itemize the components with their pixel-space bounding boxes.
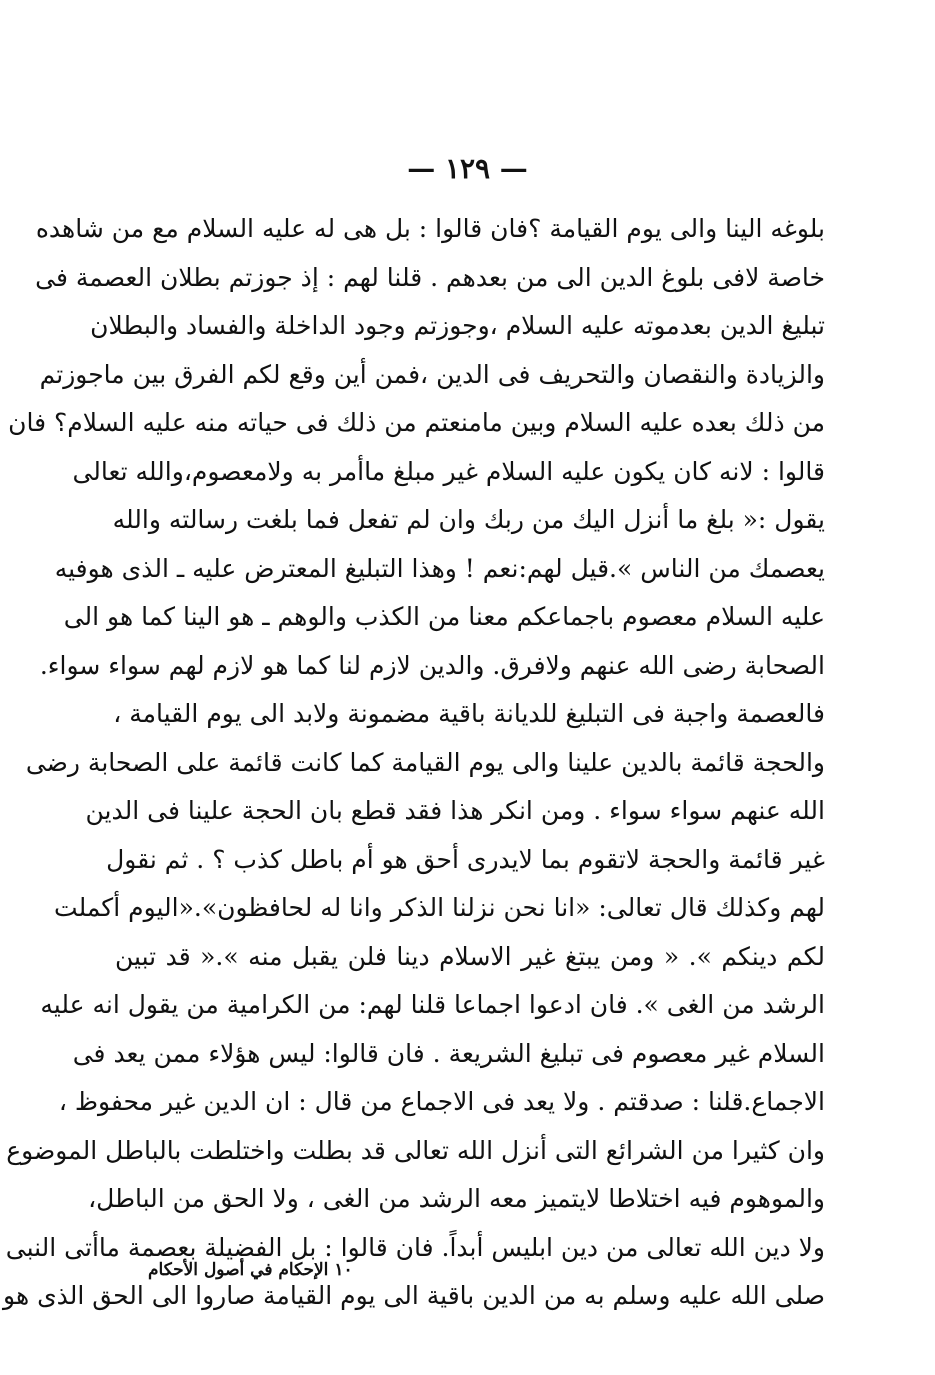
text-line: والزيادة والنقصان والتحريف فى الدين ،فمن أين وقع لكم الفرق بين ماجوزتم: [39, 359, 825, 389]
text-line: فالعصمة واجبة فى التبليغ للديانة باقية مضمونة ولابد الى يوم القيامة ،: [113, 699, 825, 728]
text-line: من ذلك بعده عليه السلام وبين مامنعتم من ذلك فى حياته منه عليه السلام؟ فان: [8, 408, 825, 437]
footer-signature: ١٠ الإحكام في أصول الأحكام: [148, 1260, 353, 1280]
text-line: خاصة لافى بلوغ الدين الى من بعدهم . قلنا لهم : إذ جوزتم بطلان العصمة فى: [35, 262, 825, 292]
text-line: يعصمك من الناس ».قيل لهم:نعم ! وهذا التبليغ المعترض عليه ـ الذى هوفيه: [54, 553, 825, 583]
text-line: ولا دين الله تعالى من دين ابليس أبداً. فان قالوا : بل الفضيلة بعصمة ماأتى النبى: [5, 1232, 825, 1262]
text-line: لكم دينكم ». « ومن يبتغ غير الاسلام دينا فلن يقبل منه ».« قد تبين: [115, 941, 825, 971]
page-number: — ١٢٩ —: [407, 152, 528, 185]
text-line: والموهوم فيه اختلاطا لايتميز معه الرشد من الغى ، ولا الحق من الباطل،: [88, 1184, 825, 1213]
text-line: والحجة قائمة بالدين علينا والى يوم القيامة كما كانت قائمة على الصحابة رضى: [25, 747, 825, 777]
text-line: الصحابة رضى الله عنهم ولافرق. والدين لازم لنا كما هو لازم لهم سواء سواء.: [39, 650, 825, 680]
text-line: لهم وكذلك قال تعالى: «انا نحن نزلنا الذكر وانا له لحافظون».«اليوم أكملت: [54, 893, 825, 922]
text-line: السلام غير معصوم فى تبليغ الشريعة . فان قالوا: ليس هؤلاء ممن يعد فى: [72, 1038, 825, 1068]
text-line: قالوا : لانه كان يكون عليه السلام غير مبلغ ماأمر به ولامعصوم،والله تعالى: [72, 456, 825, 486]
body-text: [3, 205, 825, 1321]
text-line: صلى الله عليه وسلم به من الدين باقية الى يوم القيامة صاروا الى الحق الذى هو: [3, 1281, 825, 1310]
text-line: الاجماع.قلنا : صدقتم . ولا يعد فى الاجماع من قال : ان الدين غير محفوظ ،: [58, 1087, 825, 1116]
text-line: الله عنهم سواء سواء . ومن انكر هذا فقد قطع بان الحجة علينا فى الدين: [85, 796, 825, 825]
text-line: تبليغ الدين بعدموته عليه السلام ،وجوزتم وجود الداخلة والفساد والبطلان: [90, 311, 825, 340]
text-line: يقول :« بلغ ما أنزل اليك من ربك وان لم تفعل فما بلغت رسالته والله: [112, 505, 825, 534]
text-line: بلوغه الينا والى يوم القيامة ؟فان قالوا : بل هى له عليه السلام مع من شاهده: [35, 214, 825, 243]
text-line: غير قائمة والحجة لاتقوم بما لايدرى أحق هو أم باطل كذب ؟ . ثم نقول: [106, 844, 825, 874]
text-line: عليه السلام معصوم باجماعكم معنا من الكذب والوهم ـ هو الينا كما هو الى: [63, 602, 825, 631]
text-line: الرشد من الغى ». فان ادعوا اجماعا قلنا لهم: من الكرامية من يقول انه عليه: [40, 990, 825, 1019]
text-line: وان كثيرا من الشرائع التى أنزل الله تعالى قد بطلت واختلطت بالباطل الموضوع: [6, 1135, 825, 1165]
